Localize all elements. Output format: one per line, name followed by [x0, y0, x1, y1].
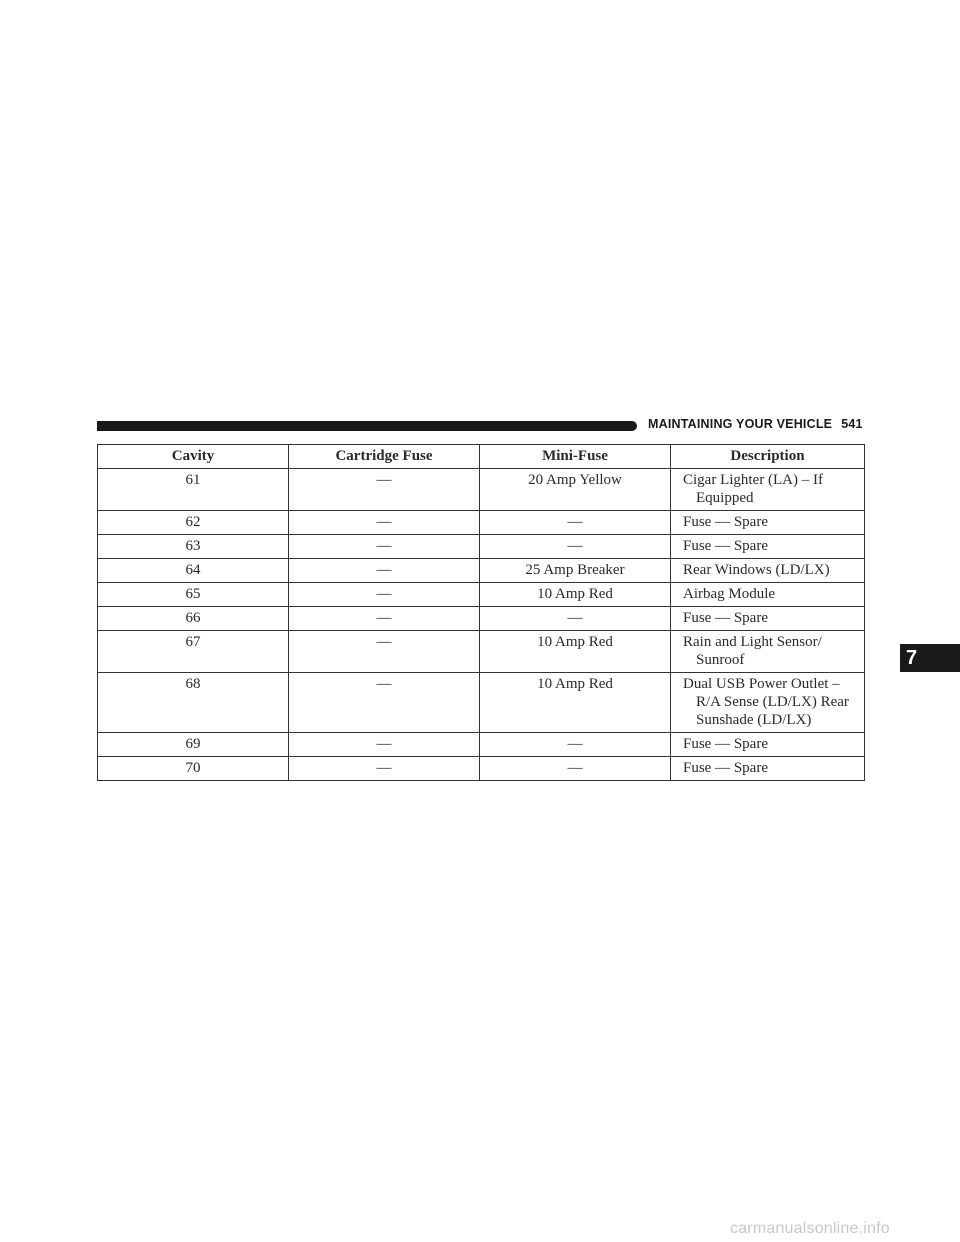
cavity-cell: 68 — [98, 673, 289, 733]
cavity-cell: 65 — [98, 583, 289, 607]
cartridge-fuse-cell: — — [289, 583, 480, 607]
description-line: Fuse — Spare — [683, 538, 768, 554]
description-cell — [671, 583, 865, 607]
description-line: Fuse — Spare — [683, 514, 768, 530]
cavity-cell: 67 — [98, 631, 289, 673]
description-cell — [671, 607, 865, 631]
mini-fuse-cell: — — [480, 607, 671, 631]
table-row — [98, 511, 865, 535]
header-description: Description — [671, 445, 865, 469]
table-header-row — [98, 445, 865, 469]
section-title: MAINTAINING YOUR VEHICLE — [648, 417, 833, 431]
description-cell — [671, 559, 865, 583]
chapter-tab: 7 — [900, 644, 960, 672]
description-line: Fuse — Spare — [683, 760, 768, 776]
description-line: R/A Sense (LD/LX) Rear — [696, 694, 849, 710]
header-mini-fuse: Mini-Fuse — [480, 445, 671, 469]
cartridge-fuse-cell: — — [289, 607, 480, 631]
description-line: Airbag Module — [683, 586, 776, 602]
fuse-table — [97, 444, 865, 781]
cavity-cell: 66 — [98, 607, 289, 631]
description-line: Sunroof — [696, 652, 745, 668]
table-row — [98, 469, 865, 511]
header-cavity: Cavity — [98, 445, 289, 469]
description-cell — [671, 733, 865, 757]
mini-fuse-cell: 20 Amp Yellow — [480, 469, 671, 511]
description-line: Fuse — Spare — [683, 736, 768, 752]
cavity-cell: 69 — [98, 733, 289, 757]
watermark: carmanualsonline.info — [730, 1220, 890, 1237]
cartridge-fuse-cell: — — [289, 469, 480, 511]
description-cell — [671, 469, 865, 511]
cartridge-fuse-cell: — — [289, 757, 480, 781]
cavity-cell: 62 — [98, 511, 289, 535]
description-line: Equipped — [696, 490, 754, 506]
mini-fuse-cell: 10 Amp Red — [480, 583, 671, 607]
description-cell — [671, 757, 865, 781]
description-line: Cigar Lighter (LA) – If — [683, 472, 823, 488]
table-row — [98, 757, 865, 781]
cavity-cell: 61 — [98, 469, 289, 511]
cartridge-fuse-cell: — — [289, 673, 480, 733]
table-row — [98, 631, 865, 673]
mini-fuse-cell: 25 Amp Breaker — [480, 559, 671, 583]
table-row — [98, 559, 865, 583]
cartridge-fuse-cell: — — [289, 733, 480, 757]
running-header — [648, 417, 868, 431]
header-rule — [97, 421, 637, 431]
description-cell — [671, 535, 865, 559]
table-row — [98, 535, 865, 559]
mini-fuse-cell: — — [480, 757, 671, 781]
cavity-cell: 63 — [98, 535, 289, 559]
description-cell — [671, 631, 865, 673]
table-row — [98, 583, 865, 607]
table-row — [98, 607, 865, 631]
cavity-cell: 64 — [98, 559, 289, 583]
mini-fuse-cell: — — [480, 511, 671, 535]
mini-fuse-cell: 10 Amp Red — [480, 673, 671, 733]
description-line: Rain and Light Sensor/ — [683, 634, 822, 650]
description-line: Rear Windows (LD/LX) — [683, 562, 830, 578]
cavity-cell: 70 — [98, 757, 289, 781]
description-line: Dual USB Power Outlet – — [683, 676, 840, 692]
description-cell — [671, 511, 865, 535]
description-line: Sunshade (LD/LX) — [696, 712, 812, 728]
fuse-table-body — [98, 469, 865, 781]
page-number: 541 — [841, 417, 863, 431]
header-cartridge-fuse: Cartridge Fuse — [289, 445, 480, 469]
cartridge-fuse-cell: — — [289, 511, 480, 535]
cartridge-fuse-cell: — — [289, 559, 480, 583]
mini-fuse-cell: — — [480, 535, 671, 559]
description-cell — [671, 673, 865, 733]
description-line: Fuse — Spare — [683, 610, 768, 626]
table-row — [98, 733, 865, 757]
table-row — [98, 673, 865, 733]
mini-fuse-cell: — — [480, 733, 671, 757]
cartridge-fuse-cell: — — [289, 535, 480, 559]
mini-fuse-cell: 10 Amp Red — [480, 631, 671, 673]
cartridge-fuse-cell: — — [289, 631, 480, 673]
